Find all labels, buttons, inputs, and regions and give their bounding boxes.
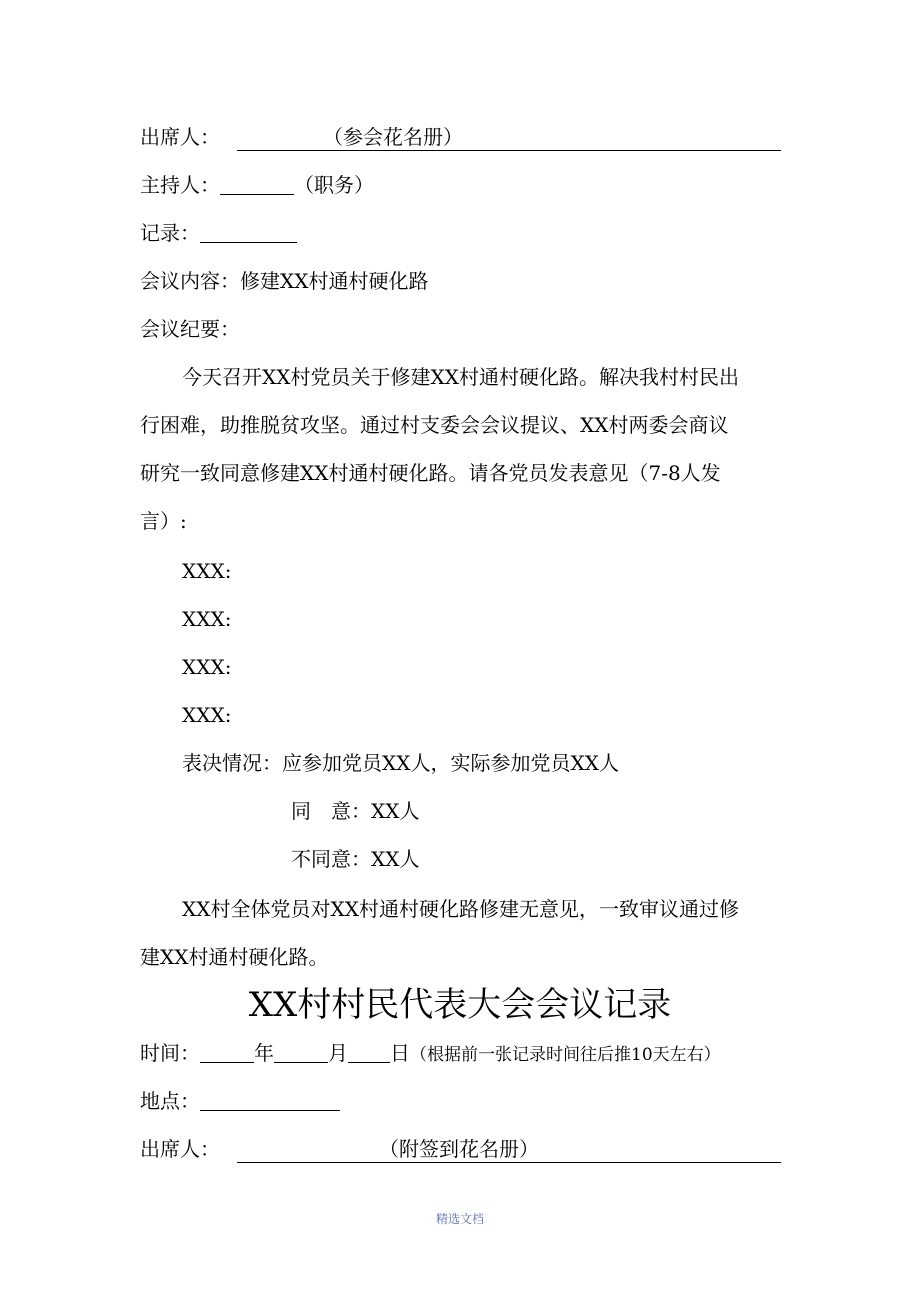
vote-line: 表决情况：应参加党员XX人，实际参加党员XX人 (182, 751, 619, 775)
host-note: （职务） (294, 173, 374, 197)
meeting-content: 会议内容：修建XX村通村硬化路 (140, 269, 429, 293)
recorder-line (140, 220, 297, 246)
para1-line-3: 研究一致同意修建XX村通村硬化路。请各党员发表意见（7-8人发 (140, 461, 721, 485)
speaker-4: XXX: (182, 703, 232, 727)
time-label: 时间： (140, 1041, 200, 1065)
document-title: XX村村民代表大会会议记录 (248, 985, 672, 1025)
footer-text: 精选文档 (435, 1212, 484, 1226)
place-label: 地点： (140, 1089, 200, 1113)
attendees2-blank-line[interactable] (237, 1136, 781, 1163)
attendees2-note: （附签到花名册） (379, 1137, 539, 1161)
recorder-label: 记录： (140, 221, 200, 245)
speaker-3: XXX: (182, 655, 232, 679)
vote-disagree: 不同意：XX人 (291, 847, 420, 871)
attendees-label: 出席人： (140, 125, 220, 149)
place-line (140, 1088, 340, 1114)
month-label: 月 (328, 1041, 348, 1065)
time-line (140, 1040, 721, 1068)
para2-line-1: XX村全体党员对XX村通村硬化路修建无意见，一致审议通过修 (182, 897, 739, 921)
attendees-note: （参会花名册） (323, 125, 463, 149)
para2-line-2: 建XX村通村硬化路。 (140, 945, 329, 969)
vote-agree: 同 意：XX人 (291, 799, 420, 823)
year-label: 年 (254, 1041, 274, 1065)
para1-line-4: 言）: (140, 509, 187, 533)
summary-label: 会议纪要： (140, 317, 240, 341)
day-label: 日 (390, 1041, 410, 1065)
recorder-blank[interactable] (200, 222, 297, 243)
attendees-blank-line[interactable] (237, 124, 781, 151)
month-blank[interactable] (274, 1042, 328, 1063)
speaker-1: XXX: (182, 559, 232, 583)
place-blank[interactable] (200, 1090, 340, 1111)
para1-line-2: 行困难，助推脱贫攻坚。通过村支委会会议提议、XX村两委会商议 (140, 413, 729, 437)
day-blank[interactable] (348, 1042, 390, 1063)
host-line (140, 172, 374, 198)
host-label: 主持人： (140, 173, 220, 197)
para1-line-1: 今天召开XX村党员关于修建XX村通村硬化路。解决我村村民出 (182, 365, 739, 389)
time-note: （根据前一张记录时间往后推10天左右） (410, 1045, 721, 1065)
year-blank[interactable] (200, 1042, 254, 1063)
speaker-2: XXX: (182, 607, 232, 631)
host-blank[interactable] (220, 174, 294, 195)
attendees2-label: 出席人： (140, 1137, 220, 1161)
